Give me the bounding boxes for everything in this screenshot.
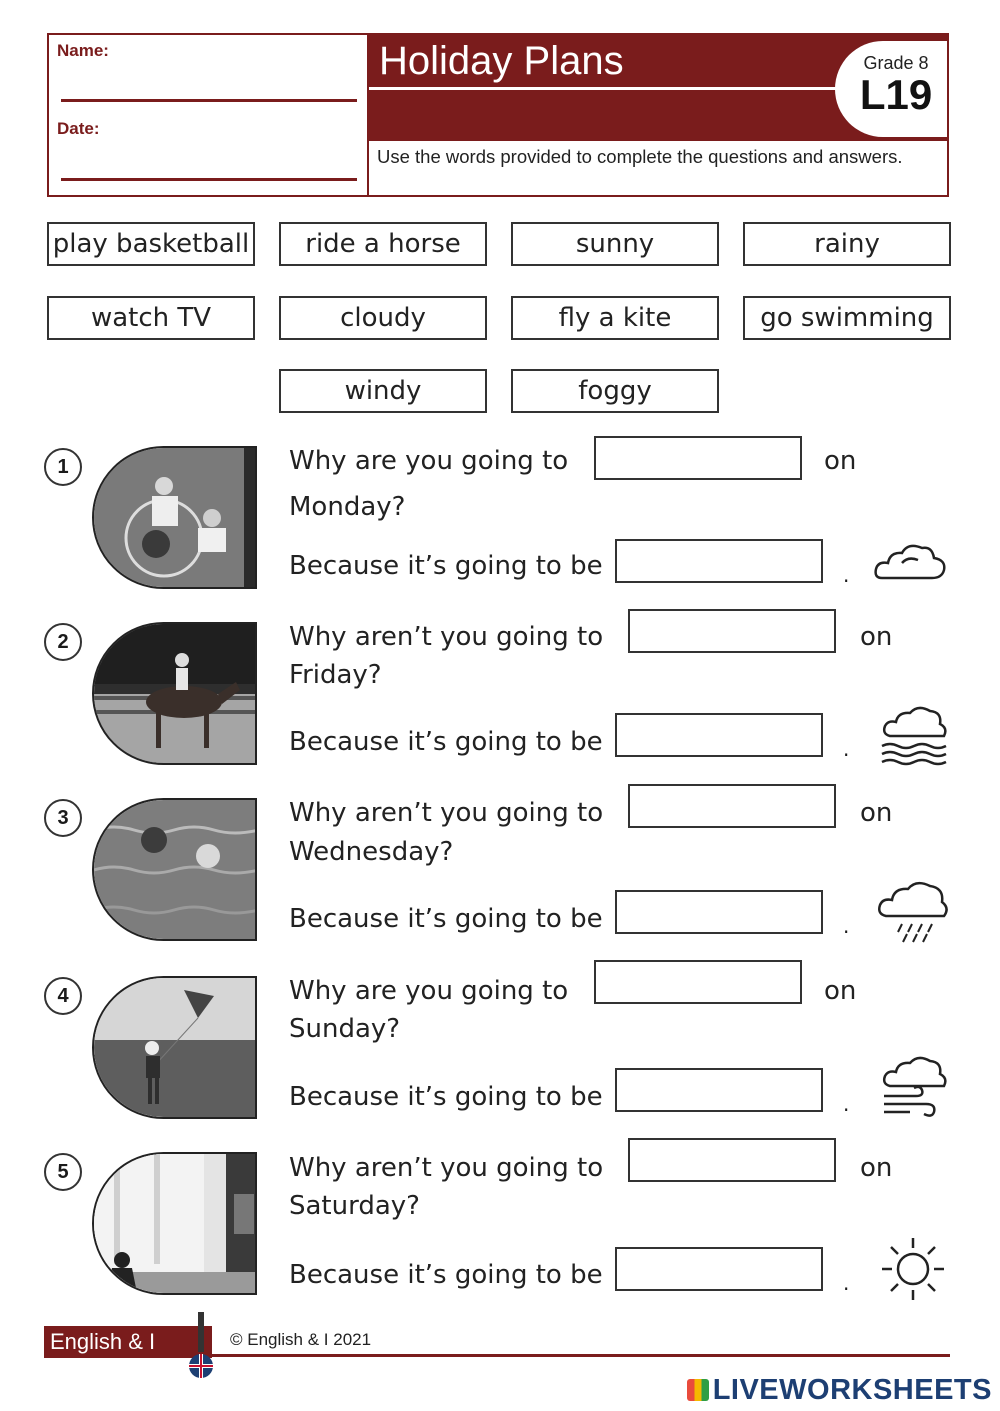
basketball-photo bbox=[92, 446, 257, 589]
date-label: Date: bbox=[57, 119, 100, 138]
answer-input-activity[interactable] bbox=[628, 784, 836, 828]
on-text: on bbox=[824, 446, 857, 476]
on-text: on bbox=[860, 622, 893, 652]
answer-text: Because it’s going to be bbox=[289, 1260, 603, 1290]
word-bank-item: windy bbox=[279, 369, 487, 413]
day-text: Sunday? bbox=[289, 1014, 401, 1044]
on-text: on bbox=[860, 1153, 893, 1183]
brand-logo: English & I bbox=[44, 1326, 212, 1358]
question-text: Why are you going to bbox=[289, 976, 569, 1006]
worksheet-header bbox=[47, 33, 949, 197]
sun-icon bbox=[876, 1234, 950, 1304]
liveworksheets-text: LIVEWORKSHEETS bbox=[712, 1374, 992, 1406]
word-bank-item: rainy bbox=[743, 222, 951, 266]
period: . bbox=[843, 563, 850, 587]
horse-riding-photo bbox=[92, 622, 257, 765]
answer-input-activity[interactable] bbox=[594, 960, 802, 1004]
answer-input-activity[interactable] bbox=[594, 436, 802, 480]
copyright-text: © English & I 2021 bbox=[230, 1330, 372, 1349]
period: . bbox=[843, 737, 850, 761]
word-bank-item: ride a horse bbox=[279, 222, 487, 266]
name-date-box bbox=[49, 35, 369, 195]
answer-text: Because it’s going to be bbox=[289, 551, 603, 581]
liveworksheets-icon bbox=[687, 1379, 709, 1401]
answer-input-weather[interactable] bbox=[615, 713, 823, 757]
grade-badge bbox=[835, 41, 947, 137]
day-text: Monday? bbox=[289, 492, 406, 522]
name-label: Name: bbox=[57, 41, 109, 60]
flag-icon bbox=[180, 1308, 224, 1380]
answer-input-weather[interactable] bbox=[615, 1247, 823, 1291]
question-text: Why aren’t you going to bbox=[289, 622, 604, 652]
word-bank-item: watch TV bbox=[47, 296, 255, 340]
answer-text: Because it’s going to be bbox=[289, 727, 603, 757]
on-text: on bbox=[860, 798, 893, 828]
word-bank-item: fly a kite bbox=[511, 296, 719, 340]
answer-text: Because it’s going to be bbox=[289, 904, 603, 934]
period: . bbox=[843, 1271, 850, 1295]
date-line bbox=[61, 178, 357, 181]
word-bank-item: cloudy bbox=[279, 296, 487, 340]
question-text: Why are you going to bbox=[289, 446, 569, 476]
word-bank-item: sunny bbox=[511, 222, 719, 266]
question-number: 2 bbox=[44, 623, 82, 661]
title-band bbox=[369, 35, 947, 141]
day-text: Wednesday? bbox=[289, 837, 454, 867]
wind-icon bbox=[876, 1052, 950, 1122]
answer-input-weather[interactable] bbox=[615, 1068, 823, 1112]
question-number: 3 bbox=[44, 799, 82, 837]
watching-tv-photo bbox=[92, 1152, 257, 1295]
question-number: 5 bbox=[44, 1153, 82, 1191]
answer-input-weather[interactable] bbox=[615, 890, 823, 934]
period: . bbox=[843, 1092, 850, 1116]
swimming-photo bbox=[92, 798, 257, 941]
footer-rule bbox=[212, 1354, 950, 1357]
answer-text: Because it’s going to be bbox=[289, 1082, 603, 1112]
question-text: Why aren’t you going to bbox=[289, 1153, 604, 1183]
period: . bbox=[843, 914, 850, 938]
level-text: L19 bbox=[859, 71, 933, 118]
word-bank-item: foggy bbox=[511, 369, 719, 413]
grade-text: Grade 8 bbox=[863, 53, 929, 73]
question-text: Why aren’t you going to bbox=[289, 798, 604, 828]
cloud-icon bbox=[872, 528, 946, 598]
answer-input-activity[interactable] bbox=[628, 609, 836, 653]
question-number: 1 bbox=[44, 448, 82, 486]
day-text: Friday? bbox=[289, 660, 382, 690]
fog-icon bbox=[876, 700, 950, 770]
liveworksheets-logo[interactable] bbox=[687, 1374, 992, 1407]
kite-flying-photo bbox=[92, 976, 257, 1119]
word-bank-item: play basketball bbox=[47, 222, 255, 266]
answer-input-weather[interactable] bbox=[615, 539, 823, 583]
page-title: Holiday Plans bbox=[379, 39, 624, 83]
on-text: on bbox=[824, 976, 857, 1006]
rain-icon bbox=[874, 876, 948, 946]
day-text: Saturday? bbox=[289, 1191, 420, 1221]
instructions: Use the words provided to complete the questions and answers. bbox=[377, 146, 903, 167]
title-rule bbox=[369, 87, 844, 90]
word-bank-item: go swimming bbox=[743, 296, 951, 340]
question-number: 4 bbox=[44, 977, 82, 1015]
name-line bbox=[61, 99, 357, 102]
answer-input-activity[interactable] bbox=[628, 1138, 836, 1182]
